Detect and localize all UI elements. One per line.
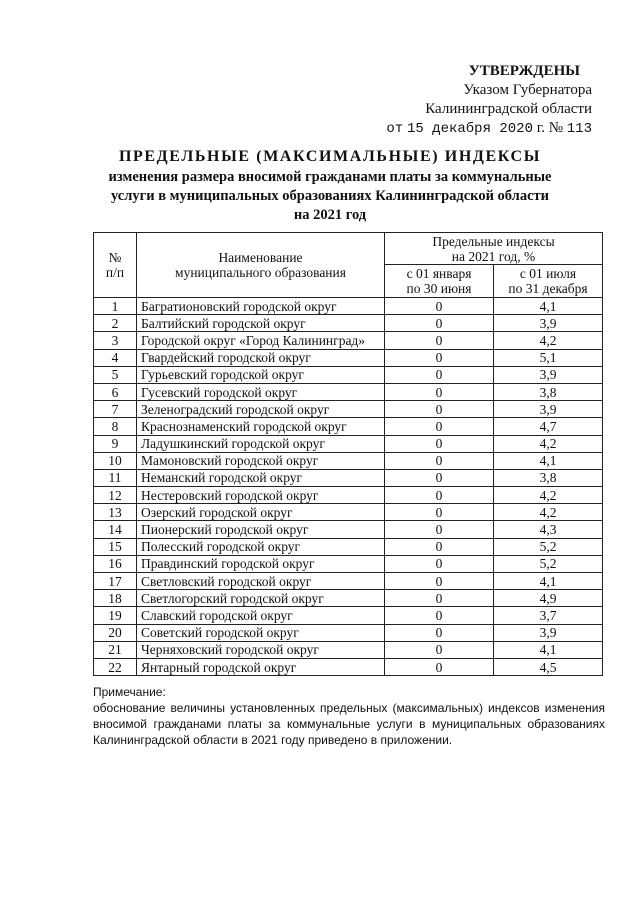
table-row — [94, 607, 603, 624]
table-row — [94, 401, 603, 418]
index-second-half: 4,2 — [494, 435, 603, 452]
municipality-name: Черняховский городской округ — [137, 641, 385, 658]
row-number: 14 — [94, 521, 137, 538]
index-second-half: 5,1 — [494, 349, 603, 366]
header-period2-line1: с 01 июля — [519, 266, 577, 281]
title-line-2: услуги в муниципальных образованиях Калининградской области — [111, 188, 549, 204]
row-number: 8 — [94, 418, 137, 435]
index-second-half: 4,2 — [494, 504, 603, 521]
index-second-half: 4,1 — [494, 452, 603, 469]
index-first-half: 0 — [385, 573, 494, 590]
header-period-2 — [494, 265, 603, 298]
header-name-line2: муниципального образования — [175, 265, 346, 280]
row-number: 13 — [94, 504, 137, 521]
municipality-name: Светловский городской округ — [137, 573, 385, 590]
index-first-half: 0 — [385, 418, 494, 435]
index-second-half: 4,2 — [494, 332, 603, 349]
municipality-name: Правдинский городской округ — [137, 555, 385, 572]
municipality-name: Светлогорский городской округ — [137, 590, 385, 607]
table-row — [94, 298, 603, 315]
header-number — [94, 233, 137, 298]
header-period-1 — [385, 265, 494, 298]
decree-date-prefix: от — [386, 121, 404, 137]
municipality-name: Мамоновский городской округ — [137, 452, 385, 469]
index-second-half: 5,2 — [494, 555, 603, 572]
approval-heading: УТВЕРЖДЕНЫ — [468, 63, 580, 79]
decree-date-suffix: г. № — [536, 120, 564, 136]
index-second-half: 3,9 — [494, 401, 603, 418]
table-row — [94, 315, 603, 332]
title-main: ПРЕДЕЛЬНЫЕ (МАКСИМАЛЬНЫЕ) ИНДЕКСЫ — [118, 148, 542, 165]
index-second-half: 4,2 — [494, 487, 603, 504]
index-second-half: 4,1 — [494, 298, 603, 315]
row-number: 2 — [94, 315, 137, 332]
index-first-half: 0 — [385, 641, 494, 658]
municipality-name: Полесский городской округ — [137, 538, 385, 555]
index-second-half: 4,9 — [494, 590, 603, 607]
row-number: 5 — [94, 366, 137, 383]
row-number: 4 — [94, 349, 137, 366]
index-first-half: 0 — [385, 607, 494, 624]
table-row — [94, 469, 603, 486]
note-label: Примечание: — [93, 685, 166, 699]
index-second-half: 3,7 — [494, 607, 603, 624]
row-number: 17 — [94, 573, 137, 590]
index-first-half: 0 — [385, 487, 494, 504]
table-row — [94, 383, 603, 400]
table-row — [94, 418, 603, 435]
table-body — [94, 298, 603, 676]
decree-date: 15 декабря 2020 — [406, 121, 533, 137]
index-first-half: 0 — [385, 435, 494, 452]
municipality-name: Балтийский городской округ — [137, 315, 385, 332]
table-row — [94, 641, 603, 658]
index-second-half: 4,1 — [494, 641, 603, 658]
row-number: 11 — [94, 469, 137, 486]
index-first-half: 0 — [385, 383, 494, 400]
index-second-half: 4,1 — [494, 573, 603, 590]
index-first-half: 0 — [385, 590, 494, 607]
municipality-name: Зеленоградский городской округ — [137, 401, 385, 418]
row-number: 16 — [94, 555, 137, 572]
header-period1-line1: с 01 января — [406, 266, 472, 281]
index-first-half: 0 — [385, 315, 494, 332]
header-indices-group — [385, 233, 603, 265]
header-period2-line2: по 31 декабря — [508, 281, 588, 296]
municipality-name: Краснознаменский городской округ — [137, 418, 385, 435]
municipality-name: Нестеровский городской округ — [137, 487, 385, 504]
index-second-half: 3,8 — [494, 469, 603, 486]
index-first-half: 0 — [385, 624, 494, 641]
index-first-half: 0 — [385, 504, 494, 521]
index-second-half: 4,5 — [494, 658, 603, 675]
table-row — [94, 366, 603, 383]
table-row — [94, 349, 603, 366]
header-number-line1: № — [108, 250, 122, 265]
municipality-name: Багратионовский городской округ — [137, 298, 385, 315]
row-number: 6 — [94, 383, 137, 400]
municipality-name: Неманский городской округ — [137, 469, 385, 486]
decree-reference — [386, 119, 592, 139]
municipality-name: Янтарный городской округ — [137, 658, 385, 675]
header-period1-line2: по 30 июня — [406, 281, 472, 296]
row-number: 20 — [94, 624, 137, 641]
approval-region: Калининградской области — [425, 101, 592, 117]
index-first-half: 0 — [385, 521, 494, 538]
index-second-half: 5,2 — [494, 538, 603, 555]
decree-number: 113 — [566, 121, 592, 137]
table-row — [94, 332, 603, 349]
row-number: 10 — [94, 452, 137, 469]
table-row — [94, 504, 603, 521]
title-line-3: на 2021 год — [293, 207, 367, 223]
approval-block — [386, 62, 592, 139]
municipality-name: Гвардейский городской округ — [137, 349, 385, 366]
table-row — [94, 435, 603, 452]
approval-decree: Указом Губернатора — [463, 82, 592, 98]
municipality-name: Пионерский городской округ — [137, 521, 385, 538]
municipality-name: Озерский городской округ — [137, 504, 385, 521]
index-first-half: 0 — [385, 349, 494, 366]
index-first-half: 0 — [385, 298, 494, 315]
row-number: 21 — [94, 641, 137, 658]
header-name-line1: Наименование — [218, 250, 303, 265]
table-row — [94, 538, 603, 555]
index-second-half: 3,8 — [494, 383, 603, 400]
row-number: 1 — [94, 298, 137, 315]
row-number: 12 — [94, 487, 137, 504]
table-row — [94, 555, 603, 572]
note-text: обоснование величины установленных предельных (максимальных) индексов изменения вносимой гражданами платы за коммунальные услуги в муниципальных образованиях Калининградской области в 2021 году приведено в приложении. — [93, 701, 605, 747]
row-number: 3 — [94, 332, 137, 349]
municipality-name: Славский городской округ — [137, 607, 385, 624]
row-number: 18 — [94, 590, 137, 607]
index-first-half: 0 — [385, 366, 494, 383]
indices-table — [93, 232, 603, 676]
table-row — [94, 573, 603, 590]
table-row — [94, 452, 603, 469]
row-number: 19 — [94, 607, 137, 624]
title-line-1: изменения размера вносимой гражданами платы за коммунальные — [108, 169, 552, 185]
municipality-name: Советский городской округ — [137, 624, 385, 641]
index-second-half: 3,9 — [494, 366, 603, 383]
index-second-half: 4,3 — [494, 521, 603, 538]
municipality-name: Гусевский городской округ — [137, 383, 385, 400]
document-title — [70, 146, 590, 225]
index-first-half: 0 — [385, 452, 494, 469]
municipality-name: Гурьевский городской округ — [137, 366, 385, 383]
note-block — [93, 684, 605, 748]
index-first-half: 0 — [385, 332, 494, 349]
table-row — [94, 590, 603, 607]
row-number: 22 — [94, 658, 137, 675]
row-number: 15 — [94, 538, 137, 555]
index-first-half: 0 — [385, 555, 494, 572]
index-first-half: 0 — [385, 401, 494, 418]
index-second-half: 3,9 — [494, 315, 603, 332]
index-second-half: 4,7 — [494, 418, 603, 435]
table-row — [94, 624, 603, 641]
municipality-name: Ладушкинский городской округ — [137, 435, 385, 452]
table-row — [94, 658, 603, 675]
municipality-name: Городской округ «Город Калининград» — [137, 332, 385, 349]
header-name — [137, 233, 385, 298]
table-row — [94, 521, 603, 538]
row-number: 9 — [94, 435, 137, 452]
index-first-half: 0 — [385, 469, 494, 486]
index-second-half: 3,9 — [494, 624, 603, 641]
header-number-line2: п/п — [105, 265, 125, 280]
index-first-half: 0 — [385, 658, 494, 675]
header-group-line2: на 2021 год, % — [451, 248, 536, 264]
index-first-half: 0 — [385, 538, 494, 555]
table-row — [94, 487, 603, 504]
row-number: 7 — [94, 401, 137, 418]
header-group-line1: Предельные индексы — [432, 233, 555, 249]
